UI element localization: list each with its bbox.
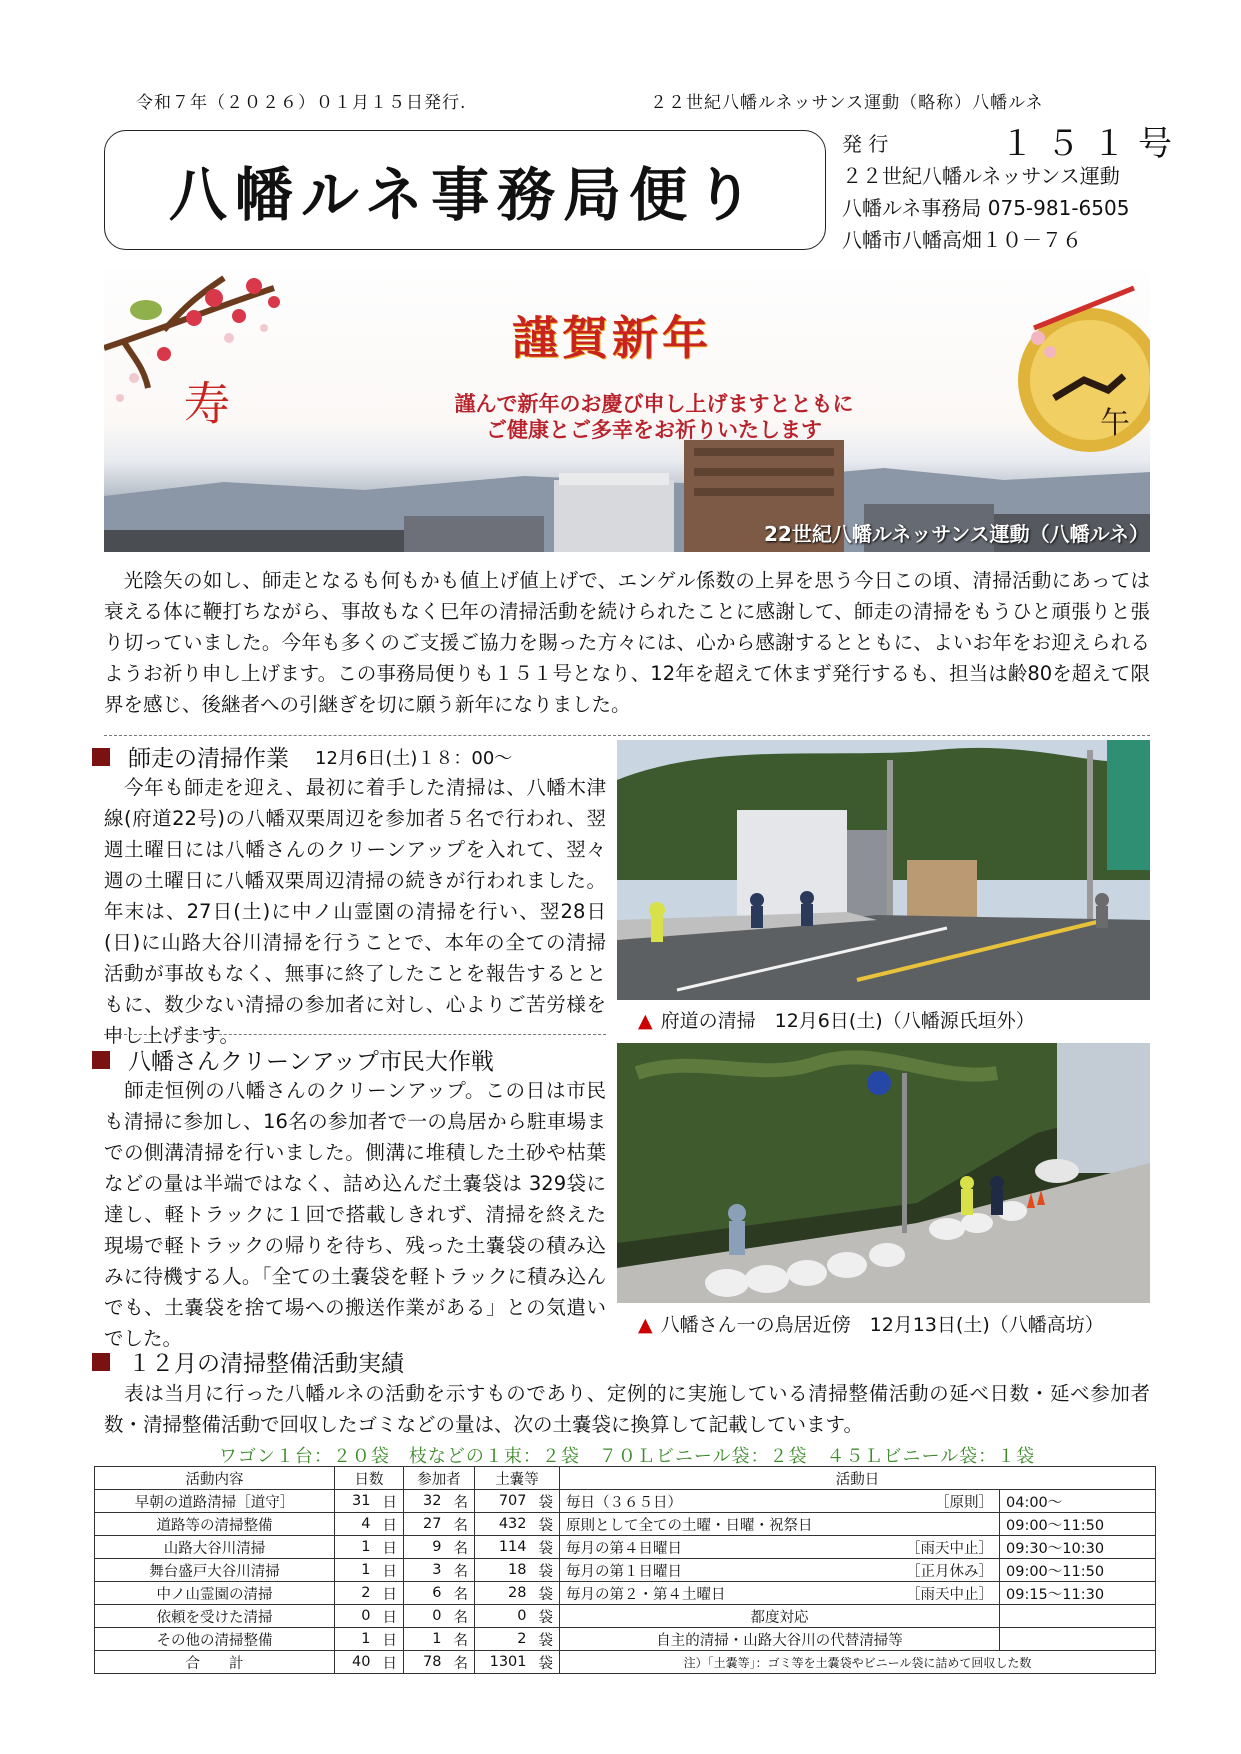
people-cell: 1 <box>404 1628 448 1651</box>
divider-1 <box>104 735 1150 736</box>
table-row <box>95 1628 1156 1651</box>
section1-caption <box>638 1006 1035 1033</box>
total-people: 78 <box>404 1651 448 1674</box>
bags-unit-cell: 袋 <box>533 1628 560 1651</box>
bags-unit-cell: 袋 <box>533 1582 560 1605</box>
activity-table-wrap <box>94 1466 1156 1674</box>
bags-cell: 432 <box>475 1513 533 1536</box>
activity-cell: 依頼を受けた清掃 <box>95 1605 335 1628</box>
days-unit-cell: 日 <box>377 1582 404 1605</box>
people-unit-cell: 名 <box>448 1513 475 1536</box>
activity-cell: 中ノ山霊園の清掃 <box>95 1582 335 1605</box>
schedule-cell: 毎月の第２・第４土曜日 <box>560 1582 880 1605</box>
days-cell: 31 <box>335 1490 377 1513</box>
heading-square-icon <box>92 748 110 766</box>
days-cell: 1 <box>335 1559 377 1582</box>
section2-caption-text: 八幡さん一の鳥居近傍 12月13日(土)（八幡高坊） <box>660 1314 1104 1336</box>
days-cell: 0 <box>335 1605 377 1628</box>
activity-cell: 道路等の清掃整備 <box>95 1513 335 1536</box>
road-cleaning-illustration <box>617 740 1150 1000</box>
banner-message-1: 謹んで新年のお慶び申し上げますとともに <box>454 392 854 416</box>
activity-cell: 舞台盛戸大谷川清掃 <box>95 1559 335 1582</box>
header-days: 日数 <box>335 1467 404 1490</box>
section1-body: 今年も師走を迎え、最初に着手した清掃は、八幡木津線(府道22号)の八幡双栗周辺を参加者５名で行われ、翌週土曜日には八幡さんのクリーンアップを入れて、翌々週の土曜日に八幡双栗周辺清掃の続きが行われました。年末は、27日(土)に中ノ山霊園の清掃を行い、翌28日(日)に山路大谷川清掃を行うことで、本年の全ての清掃活動が事故もなく、無事に終了したことを報告するとともに、数少ない清掃の参加者に対し、心よりご苦労様を申し上げます。 <box>104 776 606 1047</box>
banner-heading: 謹賀新年 <box>512 311 712 365</box>
table-row <box>95 1490 1156 1513</box>
time-cell: 09:15～11:30 <box>1000 1582 1156 1605</box>
total-people-unit: 名 <box>448 1651 475 1674</box>
days-unit-cell: 日 <box>377 1490 404 1513</box>
header-activity: 活動内容 <box>95 1467 335 1490</box>
section2-heading <box>92 1043 494 1076</box>
people-unit-cell: 名 <box>448 1628 475 1651</box>
header-bags: 土嚢等 <box>475 1467 560 1490</box>
table-row <box>95 1559 1156 1582</box>
table-row <box>95 1513 1156 1536</box>
triangle-marker-icon: ▲ <box>638 1010 653 1032</box>
section2-body: 師走恒例の八幡さんのクリーンアップ。この日は市民も清掃に参加し、16名の参加者で一の鳥居から駐車場までの側溝清掃を行いました。側溝に堆積した土砂や枯葉などの量は半端ではなく、詰め込んだ土嚢袋は 329袋に達し、軽トラックに１回で搭載しきれず、清掃を終えた現場で軽トラックの帰りを待ち、残った土嚢袋の積み込みに待機する人。「全ての土嚢袋を軽トラックに積み込んでも、土嚢袋を捨て場への搬送作業がある」との気遣いでした。 <box>104 1079 606 1350</box>
section2-caption <box>638 1310 1104 1337</box>
bags-cell: 114 <box>475 1536 533 1559</box>
table-total-row <box>95 1651 1156 1674</box>
time-cell: 09:00～11:50 <box>1000 1559 1156 1582</box>
people-cell: 6 <box>404 1582 448 1605</box>
bags-cell: 2 <box>475 1628 533 1651</box>
publisher-office: 八幡ルネ事務局 075-981-6505 <box>842 196 1130 220</box>
total-bags-unit: 袋 <box>533 1651 560 1674</box>
schedule-cell: 原則として全ての土曜・日曜・祝祭日 <box>560 1513 880 1536</box>
people-unit-cell: 名 <box>448 1605 475 1628</box>
bags-unit-cell: 袋 <box>533 1536 560 1559</box>
days-unit-cell: 日 <box>377 1536 404 1559</box>
table-row <box>95 1536 1156 1559</box>
bags-unit-cell: 袋 <box>533 1490 560 1513</box>
people-unit-cell: 名 <box>448 1582 475 1605</box>
schedule-note-cell: ［原則］ <box>880 1490 1000 1513</box>
schedule-cell: 自主的清掃・山路大谷川の代替清掃等 <box>560 1628 1000 1651</box>
days-cell: 4 <box>335 1513 377 1536</box>
time-cell <box>1000 1628 1156 1651</box>
activity-cell: 山路大谷川清掃 <box>95 1536 335 1559</box>
activity-cell: 早朝の道路清掃［道守］ <box>95 1490 335 1513</box>
days-unit-cell: 日 <box>377 1513 404 1536</box>
header-schedule: 活動日 <box>560 1467 1156 1490</box>
time-cell: 04:00～ <box>1000 1490 1156 1513</box>
time-cell: 09:30～10:30 <box>1000 1536 1156 1559</box>
bag-conversion-note: ワゴン１台：２０袋 枝などの１束：２袋 ７０Ｌビニール袋：２袋 ４５Ｌビニール袋：１袋 <box>218 1446 1036 1467</box>
kotobuki-mark: 寿 <box>184 377 230 431</box>
people-cell: 3 <box>404 1559 448 1582</box>
section1-title: 師走の清掃作業 <box>128 746 289 772</box>
section1-caption-text: 府道の清掃 12月6日(土)（八幡源氏垣外） <box>660 1010 1035 1032</box>
road-cleaning-photo <box>617 740 1150 1000</box>
days-cell: 2 <box>335 1582 377 1605</box>
publisher-address: 八幡市八幡高畑１０－７６ <box>842 228 1082 252</box>
table-row <box>95 1605 1156 1628</box>
days-unit-cell: 日 <box>377 1559 404 1582</box>
time-cell: 09:00～11:50 <box>1000 1513 1156 1536</box>
schedule-cell: 毎月の第１日曜日 <box>560 1559 880 1582</box>
schedule-note-cell: ［雨天中止］ <box>880 1536 1000 1559</box>
section1-date: 12月6日(土)１８：00～ <box>315 747 513 769</box>
org-name-top: ２２世紀八幡ルネッサンス運動（略称）八幡ルネ <box>650 93 1044 113</box>
days-cell: 1 <box>335 1628 377 1651</box>
issue-number: １５１号 <box>1000 124 1184 164</box>
heading-square-icon <box>92 1353 110 1371</box>
total-label: 合 計 <box>95 1651 335 1674</box>
newsletter-title: 八幡ルネ事務局便り <box>168 161 762 229</box>
schedule-cell: 毎月の第４日曜日 <box>560 1536 880 1559</box>
people-cell: 32 <box>404 1490 448 1513</box>
bags-cell: 707 <box>475 1490 533 1513</box>
total-note: 注）「土嚢等」：ゴミ等を土嚢袋やビニール袋に詰めて回収した数 <box>560 1651 1156 1674</box>
days-cell: 1 <box>335 1536 377 1559</box>
total-bags: 1301 <box>475 1651 533 1674</box>
days-unit-cell: 日 <box>377 1605 404 1628</box>
activity-cell: その他の清掃整備 <box>95 1628 335 1651</box>
table-header-row <box>95 1467 1156 1490</box>
people-cell: 0 <box>404 1605 448 1628</box>
total-days: 40 <box>335 1651 377 1674</box>
bags-unit-cell: 袋 <box>533 1559 560 1582</box>
activity-table <box>94 1466 1156 1674</box>
zodiac-badge: 午 <box>1100 406 1130 441</box>
people-unit-cell: 名 <box>448 1490 475 1513</box>
bags-cell: 18 <box>475 1559 533 1582</box>
shrine-cleanup-illustration <box>617 1043 1150 1303</box>
schedule-note-cell: ［雨天中止］ <box>880 1582 1000 1605</box>
schedule-note-cell: ［正月休み］ <box>880 1559 1000 1582</box>
header-people: 参加者 <box>404 1467 475 1490</box>
people-cell: 27 <box>404 1513 448 1536</box>
people-unit-cell: 名 <box>448 1536 475 1559</box>
section3-title: １２月の清掃整備活動実績 <box>128 1351 404 1377</box>
total-days-unit: 日 <box>377 1651 404 1674</box>
issue-date: 令和７年（２０２６）０１月１５日発行. <box>136 93 467 113</box>
schedule-cell: 毎日（３６５日） <box>560 1490 880 1513</box>
new-year-banner <box>104 268 1150 552</box>
section1-heading <box>92 740 512 773</box>
bags-cell: 28 <box>475 1582 533 1605</box>
schedule-cell: 都度対応 <box>560 1605 1000 1628</box>
section3-body: 表は当月に行った八幡ルネの活動を示すものであり、定例的に実施している清掃整備活動の延べ日数・延べ参加者数・清掃整備活動で回収したゴミなどの量は、次の土嚢袋に換算して記載しています。 <box>104 1382 1150 1436</box>
divider-2 <box>104 1034 606 1035</box>
newsletter-title-box <box>104 130 826 250</box>
publisher-name: ２２世紀八幡ルネッサンス運動 <box>842 164 1120 188</box>
people-unit-cell: 名 <box>448 1559 475 1582</box>
shrine-cleanup-photo <box>617 1043 1150 1303</box>
section3-heading <box>92 1345 404 1378</box>
time-cell <box>1000 1605 1156 1628</box>
triangle-marker-icon: ▲ <box>638 1314 653 1336</box>
banner-org-caption: 22世紀八幡ルネッサンス運動（八幡ルネ） <box>764 522 1150 546</box>
table-row <box>95 1582 1156 1605</box>
people-cell: 9 <box>404 1536 448 1559</box>
intro-paragraph: 光陰矢の如し、師走となるも何もかも値上げ値上げで、エンゲル係数の上昇を思う今日この頃、清掃活動にあっては衰える体に鞭打ちながら、事故もなく巳年の清掃活動を続けられたことに感謝して、師走の清掃をもうひと頑張りと張り切っていました。今年も多くのご支援ご協力を賜った方々には、心から感謝するとともに、よいお年をお迎えられるようお祈り申し上げます。この事務局便りも１５１号となり、12年を超えて休まず発行するも、担当は齢80を超えて限界を感じ、後継者への引継ぎを切に願う新年になりました。 <box>104 569 1150 716</box>
days-unit-cell: 日 <box>377 1628 404 1651</box>
banner-message-2: ご健康とご多幸をお祈りいたします <box>486 418 822 442</box>
heading-square-icon <box>92 1051 110 1069</box>
publisher-label: 発 行 <box>842 132 889 156</box>
bags-unit-cell: 袋 <box>533 1513 560 1536</box>
schedule-note-cell <box>880 1513 1000 1536</box>
bags-cell: 0 <box>475 1605 533 1628</box>
section2-title: 八幡さんクリーンアップ市民大作戦 <box>128 1049 494 1075</box>
bags-unit-cell: 袋 <box>533 1605 560 1628</box>
